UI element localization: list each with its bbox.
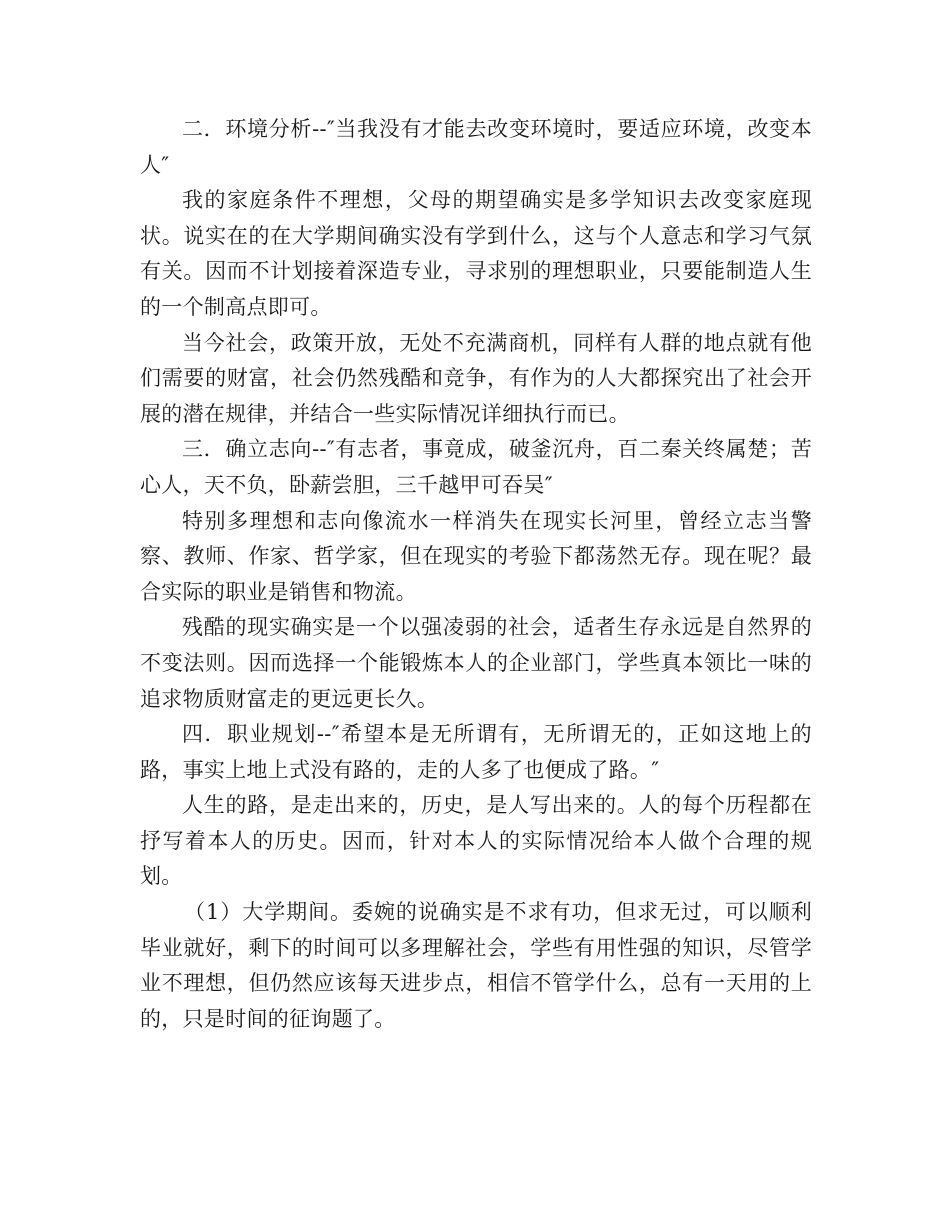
paragraph-life-path: 人生的路，是走出来的，历史，是人写出来的。人的每个历程都在抒写着本人的历史。因而，针对本人的实际情况给本人做个合理的规划。 bbox=[140, 793, 812, 889]
paragraph-reality: 残酷的现实确实是一个以强凌弱的社会，适者生存永远是自然界的不变法则。因而选择一个能锻炼本人的企业部门，学些真本领比一味的追求物质财富走的更远更长久。 bbox=[140, 615, 812, 711]
section-heading-ambition: 三．确立志向--″有志者，事竟成，破釜沉舟，百二秦关终属楚；苦心人，天不负，卧薪尝胆，三千越甲可吞吴″ bbox=[140, 437, 812, 497]
paragraph-family: 我的家庭条件不理想，父母的期望确实是多学知识去改变家庭现状。说实在的在大学期间确实没有学到什么，这与个人意志和学习气氛有关。因而不计划接着深造专业，寻求别的理想职业，只要能制造人生的一个制高点即可。 bbox=[140, 188, 812, 319]
section-heading-environment: 二．环境分析--″当我没有才能去改变环境时，要适应环境，改变本人″ bbox=[140, 117, 812, 177]
paragraph-university: （1）大学期间。委婉的说确实是不求有功，但求无过，可以顺利毕业就好，剩下的时间可以多理解社会，学些有用性强的知识，尽管学业不理想，但仍然应该每天进步点，相信不管学什么，总有一天用的上的，只是时间的征询题了。 bbox=[140, 900, 812, 1031]
document-body bbox=[140, 112, 812, 1037]
section-heading-career-plan: 四．职业规划--″希望本是无所谓有，无所谓无的，正如这地上的路，事实上地上式没有路的，走的人多了也便成了路。″ bbox=[140, 722, 812, 782]
paragraph-ideals: 特别多理想和志向像流水一样消失在现实长河里，曾经立志当警察、教师、作家、哲学家，但在现实的考验下都荡然无存。现在呢？最合实际的职业是销售和物流。 bbox=[140, 508, 812, 604]
paragraph-society: 当今社会，政策开放，无处不充满商机，同样有人群的地点就有他们需要的财富，社会仍然残酷和竞争，有作为的人大都探究出了社会开展的潜在规律，并结合一些实际情况详细执行而已。 bbox=[140, 330, 812, 426]
